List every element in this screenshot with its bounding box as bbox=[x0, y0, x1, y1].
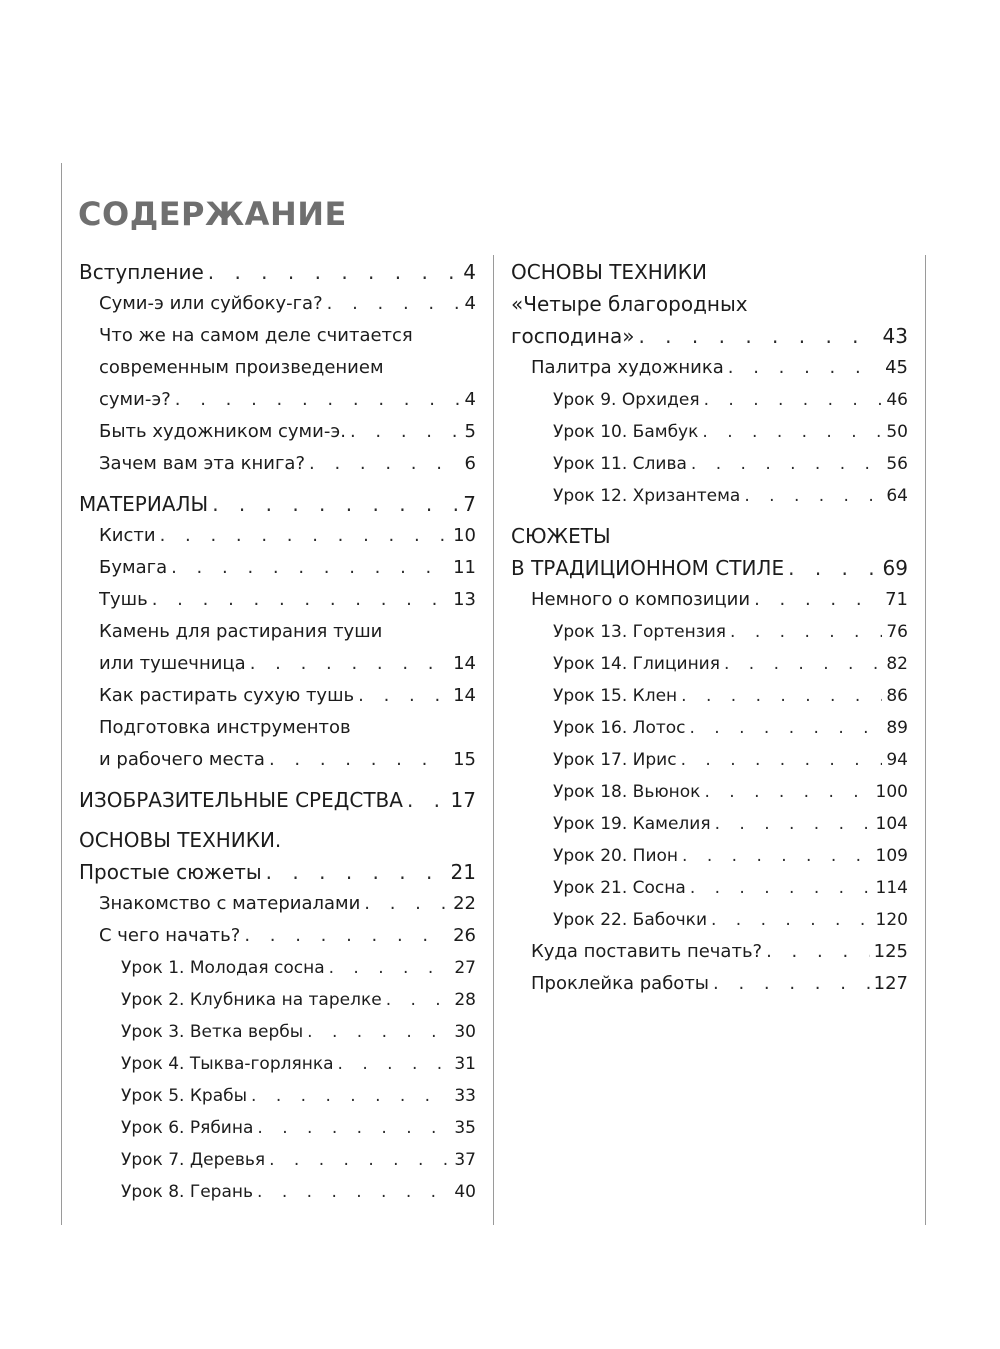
toc-page-number: 15 bbox=[453, 749, 476, 770]
dot-leader bbox=[682, 840, 872, 872]
dot-leader bbox=[338, 1048, 451, 1080]
toc-entry-title: господина» bbox=[511, 324, 635, 348]
toc-entry[interactable] bbox=[511, 480, 908, 512]
dot-leader bbox=[307, 1016, 450, 1048]
dot-leader bbox=[704, 776, 871, 808]
toc-page-number: 21 bbox=[450, 860, 476, 884]
toc-entry-title-line: СЮЖЕТЫ bbox=[511, 524, 611, 548]
toc-page-number: 37 bbox=[454, 1150, 476, 1170]
toc-entry[interactable] bbox=[511, 584, 908, 616]
dot-leader bbox=[386, 984, 451, 1016]
toc-page-number: 76 bbox=[886, 622, 908, 642]
dot-leader bbox=[407, 784, 447, 816]
toc-page-number: 125 bbox=[873, 941, 908, 962]
toc-entry[interactable] bbox=[511, 936, 908, 968]
toc-entry-title-line: Что же на самом деле считается bbox=[99, 325, 413, 346]
toc-entry-title: Урок 5. Крабы bbox=[121, 1086, 248, 1106]
toc-entry[interactable] bbox=[511, 712, 908, 744]
dot-leader bbox=[244, 920, 449, 952]
toc-entry-title: Зачем вам эта книга? bbox=[99, 453, 306, 474]
dot-leader bbox=[364, 888, 449, 920]
toc-entry[interactable] bbox=[79, 920, 476, 952]
dot-leader bbox=[350, 416, 461, 448]
toc-page-number: 71 bbox=[885, 589, 908, 610]
right-margin-rule bbox=[925, 255, 926, 1225]
toc-entry[interactable] bbox=[79, 952, 476, 984]
toc-page-number: 86 bbox=[886, 686, 908, 706]
toc-entry[interactable] bbox=[79, 1176, 476, 1208]
toc-entry[interactable] bbox=[511, 520, 908, 584]
toc-page-number: 40 bbox=[454, 1182, 476, 1202]
toc-entry[interactable] bbox=[511, 840, 908, 872]
toc-page-number: 127 bbox=[873, 973, 908, 994]
toc-page-number: 28 bbox=[454, 990, 476, 1010]
toc-page-number: 109 bbox=[875, 846, 908, 866]
toc-entry-title: С чего начать? bbox=[99, 925, 241, 946]
toc-entry-title: Урок 8. Герань bbox=[121, 1182, 254, 1202]
dot-leader bbox=[250, 648, 449, 680]
dot-leader bbox=[788, 552, 878, 584]
toc-entry[interactable] bbox=[511, 616, 908, 648]
toc-entry-title: Урок 7. Деревья bbox=[121, 1150, 266, 1170]
toc-page-number: 82 bbox=[886, 654, 908, 674]
dot-leader bbox=[212, 488, 459, 520]
dot-leader bbox=[704, 384, 883, 416]
toc-entry-title: Урок 20. Пион bbox=[553, 846, 679, 866]
toc-entry-title: Урок 14. Глициния bbox=[553, 654, 720, 674]
toc-page-number: 10 bbox=[453, 525, 476, 546]
toc-entry-title: Урок 11. Слива bbox=[553, 454, 687, 474]
toc-page-number: 33 bbox=[454, 1086, 476, 1106]
toc-entry-title: Урок 9. Орхидея bbox=[553, 390, 700, 410]
toc-entry-title: Урок 17. Ирис bbox=[553, 750, 677, 770]
toc-entry[interactable] bbox=[511, 904, 908, 936]
dot-leader bbox=[208, 256, 460, 288]
dot-leader bbox=[713, 968, 870, 1000]
toc-entry-title: или тушечница bbox=[99, 653, 246, 674]
toc-entry-title: Куда поставить печать? bbox=[531, 941, 763, 962]
toc-entry[interactable] bbox=[79, 1048, 476, 1080]
toc-page-number: 43 bbox=[882, 324, 908, 348]
toc-entry-title-line: Камень для растирания туши bbox=[99, 621, 383, 642]
toc-entry-title: Быть художником суми-э. bbox=[99, 421, 346, 442]
left-margin-rule bbox=[61, 163, 62, 1225]
dot-leader bbox=[251, 1080, 450, 1112]
toc-entry[interactable] bbox=[511, 256, 908, 288]
toc-entry[interactable] bbox=[79, 712, 476, 776]
dot-leader bbox=[766, 936, 870, 968]
toc-entry[interactable] bbox=[511, 968, 908, 1000]
toc-entry-title: Урок 10. Бамбук bbox=[553, 422, 699, 442]
toc-page-number: 4 bbox=[464, 293, 476, 314]
dot-leader bbox=[690, 872, 872, 904]
page-title: СОДЕРЖАНИЕ bbox=[78, 195, 347, 233]
toc-entry-title: Бумага bbox=[99, 557, 168, 578]
toc-entry-title: В ТРАДИЦИОННОМ СТИЛЕ bbox=[511, 556, 785, 580]
toc-entry-title: Простые сюжеты bbox=[79, 860, 262, 884]
toc-entry[interactable] bbox=[511, 776, 908, 808]
toc-entry-title: Урок 18. Вьюнок bbox=[553, 782, 701, 802]
dot-leader bbox=[309, 448, 461, 480]
toc-entry-title: Проклейка работы bbox=[531, 973, 710, 994]
toc-entry[interactable] bbox=[511, 416, 908, 448]
toc-entry[interactable] bbox=[511, 352, 908, 384]
toc-entry[interactable] bbox=[79, 888, 476, 920]
dot-leader bbox=[715, 808, 872, 840]
toc-entry[interactable] bbox=[79, 448, 476, 480]
toc-page-number: 50 bbox=[886, 422, 908, 442]
toc-page-number: 22 bbox=[453, 893, 476, 914]
toc-entry-title: ИЗОБРАЗИТЕЛЬНЫЕ СРЕДСТВА bbox=[79, 788, 403, 812]
toc-page-number: 4 bbox=[464, 389, 476, 410]
toc-entry-title-line: «Четыре благородных bbox=[511, 292, 748, 316]
toc-entry[interactable] bbox=[79, 552, 476, 584]
toc-entry-title: Урок 4. Тыква-горлянка bbox=[121, 1054, 334, 1074]
toc-page-number: 46 bbox=[886, 390, 908, 410]
dot-leader bbox=[681, 744, 883, 776]
toc-entry-title-line: ОСНОВЫ ТЕХНИКИ. bbox=[79, 828, 282, 852]
toc-entry-title: Урок 3. Ветка вербы bbox=[121, 1022, 304, 1042]
dot-leader bbox=[728, 352, 881, 384]
toc-column-right bbox=[511, 256, 908, 1000]
toc-entry[interactable] bbox=[79, 288, 476, 320]
toc-entry-title: и рабочего места bbox=[99, 749, 265, 770]
toc-entry[interactable] bbox=[79, 320, 476, 416]
toc-entry[interactable] bbox=[79, 680, 476, 712]
dot-leader bbox=[175, 384, 461, 416]
toc-entry[interactable] bbox=[79, 256, 476, 288]
dot-leader bbox=[329, 952, 451, 984]
toc-page-number: 45 bbox=[885, 357, 908, 378]
toc-entry-title: Знакомство с материалами bbox=[99, 893, 361, 914]
toc-entry[interactable] bbox=[79, 1080, 476, 1112]
toc-entry-title: Палитра художника bbox=[531, 357, 724, 378]
toc-page-number: 11 bbox=[453, 557, 476, 578]
toc-page-number: 6 bbox=[464, 453, 476, 474]
column-divider-rule bbox=[493, 255, 494, 1225]
toc-entry-title: Урок 21. Сосна bbox=[553, 878, 686, 898]
toc-entry-title: Урок 2. Клубника на тарелке bbox=[121, 990, 382, 1010]
dot-leader bbox=[257, 1176, 450, 1208]
toc-page-number: 4 bbox=[463, 260, 476, 284]
toc-entry-title-line: современным произведением bbox=[99, 357, 384, 378]
toc-entry[interactable] bbox=[79, 984, 476, 1016]
dot-leader bbox=[711, 904, 872, 936]
toc-entry-title: МАТЕРИАЛЫ bbox=[79, 492, 209, 516]
dot-leader bbox=[269, 744, 449, 776]
toc-page-number: 120 bbox=[875, 910, 908, 930]
toc-entry-title: Урок 1. Молодая сосна bbox=[121, 958, 325, 978]
toc-entry[interactable] bbox=[511, 744, 908, 776]
toc-entry[interactable] bbox=[79, 520, 476, 552]
toc-entry-title: Урок 22. Бабочки bbox=[553, 910, 707, 930]
toc-entry-title: ОСНОВЫ ТЕХНИКИ bbox=[511, 260, 707, 284]
toc-entry[interactable] bbox=[79, 1144, 476, 1176]
toc-page-number: 26 bbox=[453, 925, 476, 946]
toc-entry-title-line: Подготовка инструментов bbox=[99, 717, 351, 738]
dot-leader bbox=[266, 856, 447, 888]
toc-page-number: 89 bbox=[886, 718, 908, 738]
toc-entry-title: Урок 19. Камелия bbox=[553, 814, 711, 834]
dot-leader bbox=[638, 320, 878, 352]
toc-page-number: 35 bbox=[454, 1118, 476, 1138]
toc-entry-title: суми-э? bbox=[99, 389, 171, 410]
toc-page-number: 14 bbox=[453, 685, 476, 706]
toc-entry[interactable] bbox=[79, 488, 476, 520]
toc-entry-title: Урок 15. Клен bbox=[553, 686, 678, 706]
toc-entry[interactable] bbox=[511, 288, 908, 352]
toc-entry-title: Урок 12. Хризантема bbox=[553, 486, 741, 506]
dot-leader bbox=[257, 1112, 450, 1144]
dot-leader bbox=[724, 648, 882, 680]
dot-leader bbox=[702, 416, 882, 448]
toc-entry-title: Как растирать сухую тушь bbox=[99, 685, 355, 706]
toc-entry[interactable] bbox=[511, 808, 908, 840]
dot-leader bbox=[691, 448, 882, 480]
toc-entry-title: Урок 16. Лотос bbox=[553, 718, 686, 738]
toc-entry-title: Суми-э или суйбоку-га? bbox=[99, 293, 323, 314]
dot-leader bbox=[358, 680, 449, 712]
toc-page-number: 17 bbox=[450, 788, 476, 812]
toc-entry[interactable] bbox=[511, 648, 908, 680]
toc-page-number: 69 bbox=[882, 556, 908, 580]
toc-page-number: 27 bbox=[454, 958, 476, 978]
toc-entry-title: Вступление bbox=[79, 260, 204, 284]
dot-leader bbox=[690, 712, 883, 744]
dot-leader bbox=[171, 552, 449, 584]
toc-page-number: 13 bbox=[453, 589, 476, 610]
toc-page-number: 56 bbox=[886, 454, 908, 474]
toc-page-number: 94 bbox=[886, 750, 908, 770]
toc-entry[interactable] bbox=[79, 784, 476, 816]
toc-entry[interactable] bbox=[79, 616, 476, 680]
toc-column-left bbox=[79, 256, 476, 1208]
toc-entry[interactable] bbox=[511, 680, 908, 712]
toc-entry[interactable] bbox=[79, 1016, 476, 1048]
toc-entry[interactable] bbox=[79, 584, 476, 616]
dot-leader bbox=[160, 520, 450, 552]
toc-entry[interactable] bbox=[79, 1112, 476, 1144]
toc-entry-title: Кисти bbox=[99, 525, 156, 546]
dot-leader bbox=[152, 584, 449, 616]
dot-leader bbox=[269, 1144, 450, 1176]
toc-entry[interactable] bbox=[511, 384, 908, 416]
toc-page-number: 100 bbox=[875, 782, 908, 802]
toc-entry[interactable] bbox=[511, 872, 908, 904]
toc-page-number: 14 bbox=[453, 653, 476, 674]
dot-leader bbox=[681, 680, 882, 712]
dot-leader bbox=[744, 480, 882, 512]
toc-entry-title: Урок 6. Рябина bbox=[121, 1118, 254, 1138]
toc-entry-title: Урок 13. Гортензия bbox=[553, 622, 727, 642]
toc-page-number: 64 bbox=[886, 486, 908, 506]
toc-entry-title: Тушь bbox=[99, 589, 148, 610]
dot-leader bbox=[730, 616, 882, 648]
toc-page-number: 30 bbox=[454, 1022, 476, 1042]
dot-leader bbox=[327, 288, 461, 320]
toc-entry[interactable] bbox=[79, 824, 476, 888]
dot-leader bbox=[754, 584, 881, 616]
toc-page-number: 31 bbox=[454, 1054, 476, 1074]
toc-page-number: 5 bbox=[464, 421, 476, 442]
toc-page-number: 114 bbox=[875, 878, 908, 898]
toc-page-number: 104 bbox=[875, 814, 908, 834]
toc-entry[interactable] bbox=[79, 416, 476, 448]
toc-page-number: 7 bbox=[463, 492, 476, 516]
toc-entry[interactable] bbox=[511, 448, 908, 480]
toc-entry-title: Немного о композиции bbox=[531, 589, 751, 610]
